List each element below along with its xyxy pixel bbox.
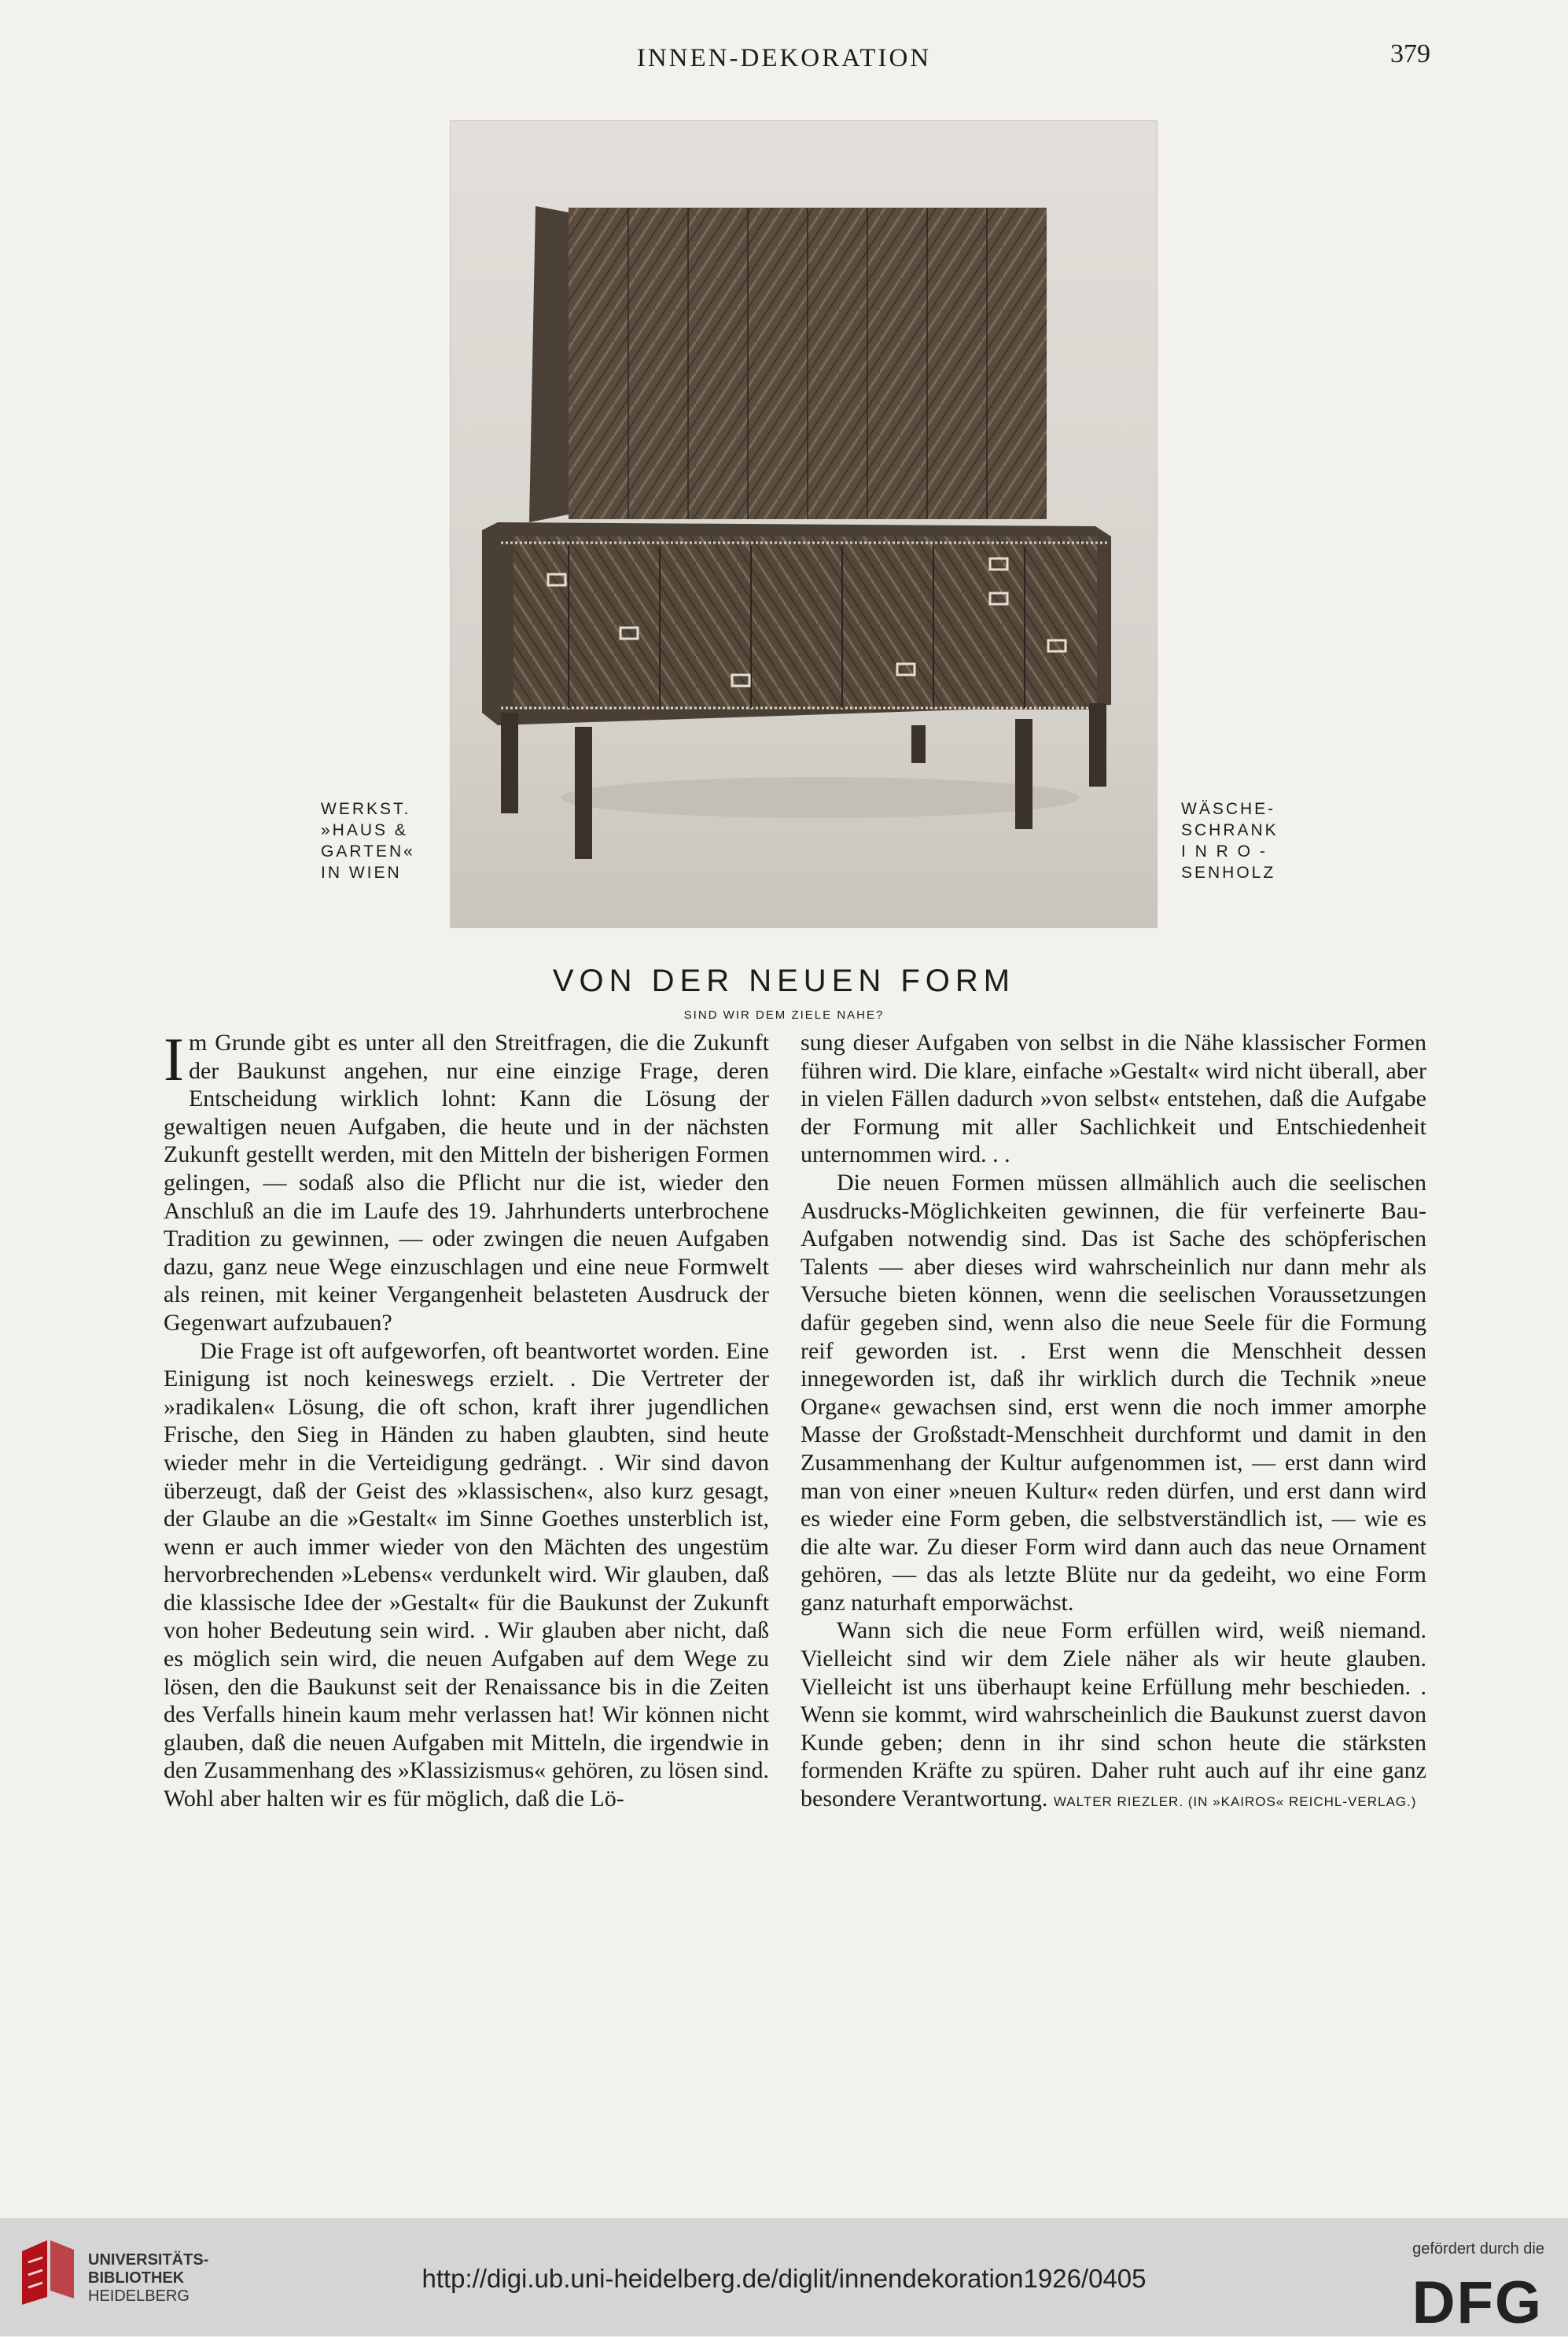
text-column-right	[801, 1029, 1426, 1816]
caption-line: GARTEN«	[321, 842, 415, 861]
funding-note: gefördert durch die	[1412, 2240, 1544, 2258]
caption-line: SENHOLZ	[1181, 864, 1276, 882]
page-number: 379	[1390, 39, 1430, 68]
author-signature: WALTER RIEZLER. (IN »KAIROS« REICHL-VERLAG.)	[1053, 1794, 1417, 1810]
dfg-logo: DFG	[1412, 2269, 1543, 2336]
paragraph	[801, 1616, 1426, 1815]
caption-line: »HAUS &	[321, 821, 408, 839]
figure-caption-left	[321, 798, 415, 883]
library-name-line: HEIDELBERG	[88, 2287, 190, 2305]
cabinet-photograph	[450, 120, 1158, 928]
paragraph-text: Wann sich die neue Form erfüllen wird, weiß niemand. Vielleicht sind wir dem Ziele näher als wir heute glauben. Vielleicht ist uns überhaupt keine Erfüllung mehr beschieden. . Wenn sie kommt, wird wahrscheinlich die Baukunst zuerst davon Kunde geben; denn in ihr sind schon heute die stärksten formenden Kräfte zu spüren. Daher ruht auch auf ihr eine ganz besondere Verantwortung.	[801, 1617, 1426, 1812]
permalink-url[interactable]: http://digi.ub.uni-heidelberg.de/diglit/innendekoration1926/0405	[421, 2264, 1147, 2293]
caption-line: WÄSCHE-	[1181, 800, 1276, 818]
paragraph: Die Frage ist oft aufgeworfen, oft beantwortet worden. Eine Einigung ist noch keineswegs erzielt. . Die Vertreter der »radikalen« Lösung, die oft schon, kraft ihrer jugendlichen Frische, den Sieg in Händen zu haben glaubten, sind heute wieder mehr in die Verteidigung gedrängt. . Wir sind davon überzeugt, daß der Geist des »klassischen«, also kurz gesagt, der Glaube an die »Gestalt« im Sinne Goethes unsterblich ist, wenn er auch immer wieder von den Mächten des ungestüm hervorbrechenden »Lebens« verdunkelt wird. Wir glauben, daß die klassische Idee der »Gestalt« für die Baukunst der Zukunft von hoher Bedeutung sein wird. . Wir glauben aber nicht, daß es möglich sein wird, die neuen Aufgaben auf dem Wege zu lösen, den die Baukunst seit der Renaissance bis in die Zeiten des Verfalls hinein kaum mehr verlassen hat! Wir können nicht glauben, daß die neuen Aufgaben mit Mitteln, die irgendwie in den Zusammenhang des »Klassizismus« gehören, zu lösen sind. Wohl aber halten wir es für möglich, daß die Lö-	[164, 1337, 769, 1812]
caption-line: WERKST.	[321, 800, 411, 818]
drop-cap: I	[164, 1025, 184, 1093]
paragraph-text: m Grunde gibt es unter all den Streitfragen, die die Zukunft der Baukunst angehen, nur eine einzige Frage, deren Entscheidung wirklich lohnt: Kann die Lösung der gewaltigen neuen Aufgaben, die heute und in der nächsten Zukunft gestellt werden, mit den Mitteln der bisherigen Formen gelingen, — sodaß also die Pflicht nur die ist, wieder den Anschluß an die im Laufe des 19. Jahrhunderts unterbrochene Tradition zu gewinnen, — oder zwingen die neuen Aufgaben dazu, ganz neue Wege einzuschlagen und eine neue Formwelt als reinen, mit keiner Vergangenheit belasteten Ausdruck der Gegenwart aufzubauen?	[164, 1030, 769, 1336]
library-name-line: UNIVERSITÄTS-	[88, 2251, 209, 2269]
caption-line: IN WIEN	[321, 864, 402, 882]
running-head: INNEN-DEKORATION	[636, 44, 932, 72]
paragraph	[164, 1025, 769, 1337]
text-column-left	[164, 1025, 769, 1813]
caption-line: SCHRANK	[1181, 821, 1279, 839]
paragraph: sung dieser Aufgaben von selbst in die Nähe klassischer Formen führen wird. Die klare, einfache »Gestalt« wird nicht überall, aber in vielen Fällen dadurch »von selbst« entstehen, daß die Aufgabe der Formung mit aller Sachlichkeit und Entschiedenheit unternommen wird. . .	[801, 1030, 1426, 1168]
library-name-line: BIBLIOTHEK	[88, 2269, 185, 2287]
article-subtitle: SIND WIR DEM ZIELE NAHE?	[683, 1008, 885, 1022]
caption-line: I N R O -	[1181, 842, 1268, 861]
paragraph: Die neuen Formen müssen allmählich auch die seelischen Ausdrucks-Möglichkeiten gewinnen, die für verfeinerte Bau-Aufgaben notwendig sind. Das ist Sache des schöpferischen Talents — aber dieses wird wahrscheinlich nur dann mehr als Versuche bieten können, wenn die seelischen Voraussetzungen dafür gegeben sind, wenn also die neue Seele für die Formung reif geworden ist. . Erst wenn die Menschheit dessen innegeworden ist, daß ihr wirklich durch die Technik »neue Organe« gewachsen sind, erst wenn die noch immer amorphe Masse der Großstadt-Menschheit durchformt und damit in den Zusammenhang der Kultur aufgenommen ist, — erst dann wird man von einer »neuen Kultur« reden dürfen, und erst dann wird es wieder eine Form geben, die selbstverständlich ist, — wie es die alte war. Zu dieser Form wird dann auch das neue Ornament gehören, — das als letzte Blüte nur da gedeiht, wo eine Form ganz naturhaft emporwächst.	[801, 1169, 1426, 1616]
article-title: VON DER NEUEN FORM	[552, 964, 1016, 998]
digitization-footer	[0, 2218, 1568, 2336]
figure-caption-right	[1181, 798, 1279, 883]
